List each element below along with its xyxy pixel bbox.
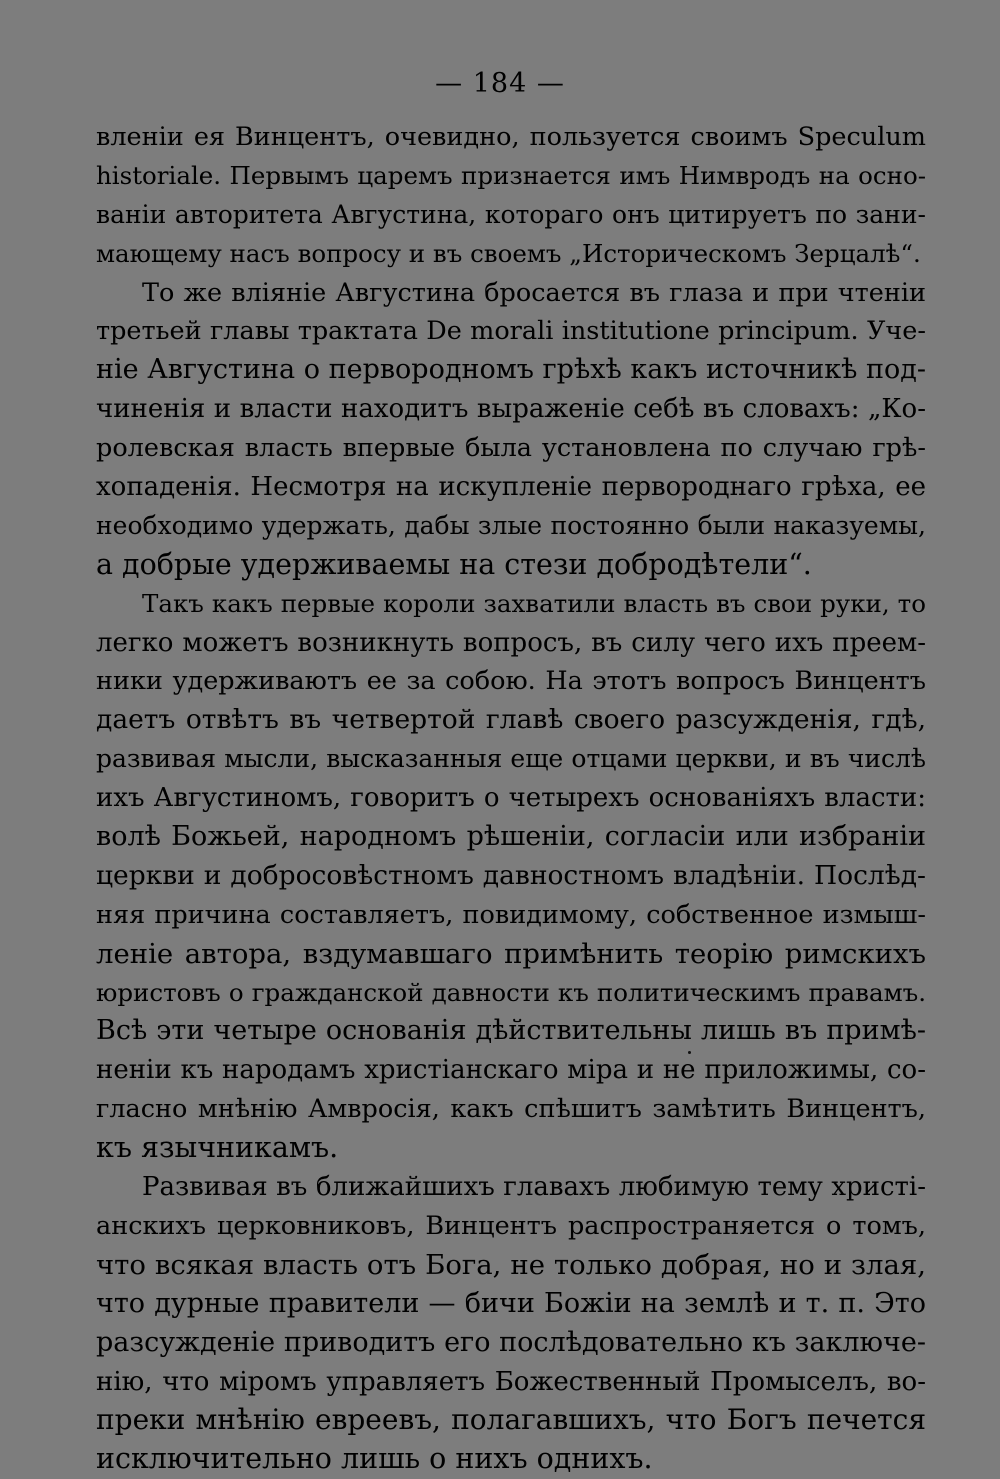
text-line: вленіи ея Винцентъ, очевидно, пользуется своимъ Speculum <box>96 122 926 152</box>
text-line: Всѣ эти четыре основанія дѣйствительны лишь въ примѣ- <box>96 1015 926 1047</box>
text-line: хопаденія. Несмотря на искупленіе первороднаго грѣха, ее <box>96 472 926 503</box>
text-line: Такъ какъ первые короли захватили власть въ свои руки, то <box>142 588 926 618</box>
paragraph <box>96 274 926 585</box>
text-line: развивая мысли, высказанныя еще отцами церкви, и въ числѣ <box>96 744 926 774</box>
text-line: волѣ Божьей, народномъ рѣшеніи, согласіи или избраніи <box>96 821 926 853</box>
text-line: что всякая власть отъ Бога, не только добрая, но и злая, <box>96 1248 926 1281</box>
text-line: historiale. Первымъ царемъ признается имъ Нимвродъ на осно- <box>96 160 926 190</box>
text-line: ихъ Августиномъ, говоритъ о четырехъ основаніяхъ власти: <box>96 783 926 814</box>
paragraph <box>96 118 926 274</box>
text-line: легко можетъ возникнуть вопросъ, въ силу чего ихъ преем- <box>96 627 926 658</box>
text-line: къ язычникамъ. <box>96 1131 339 1165</box>
text-line: даетъ отвѣтъ въ четвертой главѣ своего разсужденія, гдѣ, <box>96 704 926 736</box>
text-line: разсужденіе приводитъ его послѣдовательно къ заключе- <box>96 1326 926 1358</box>
text-line: юристовъ о гражданской давности къ политическимъ правамъ. <box>96 977 926 1007</box>
text-line: То же вліяніе Августина бросается въ глаза и при чтеніи <box>142 277 926 308</box>
text-line: няя причина составляетъ, повидимому, собственное измыш- <box>96 899 926 930</box>
text-line: леніе автора, вздумавшаго примѣнить теорію римскихъ <box>96 937 926 970</box>
paragraph <box>96 1168 926 1479</box>
text-line: третьей главы трактата De morali institutione principum. Уче- <box>96 316 926 347</box>
text-line: анскихъ церковниковъ, Винцентъ распространяется о томъ, <box>96 1210 926 1241</box>
paragraph <box>96 585 926 1168</box>
text-line: мающему насъ вопросу и въ своемъ „Историческомъ Зерцалѣ“. <box>96 238 921 268</box>
text-line: Развивая въ ближайшихъ главахъ любимую тему христі- <box>142 1172 926 1203</box>
text-line: церкви и добросовѣстномъ давностномъ владѣніи. Послѣд- <box>96 859 926 891</box>
text-line: ники удерживаютъ ее за собою. На этотъ вопросъ Винцентъ <box>96 666 926 697</box>
text-line: гласно мнѣнію Амвросія, какъ спѣшитъ замѣтить Винцентъ, <box>96 1094 926 1125</box>
text-line: а добрые удерживаемы на стези добродѣтели“. <box>96 547 812 581</box>
text-line: ніе Августина о первородномъ грѣхѣ какъ источникѣ под- <box>96 354 926 386</box>
text-line: ваніи авторитета Августина, котораго онъ цитируетъ по зани- <box>96 199 926 229</box>
text-line: чиненія и власти находитъ выраженіе себѣ въ словахъ: „Ко- <box>96 394 926 425</box>
page-number: — 184 — <box>435 68 565 99</box>
text-line: исключительно лишь о нихъ однихъ. <box>96 1442 653 1476</box>
text-line: что дурные правители — бичи Божіи на землѣ и т. п. Это <box>96 1287 926 1319</box>
text-line: нію, что міромъ управляетъ Божественный Промыселъ, во- <box>96 1366 926 1397</box>
text-line: ролевская власть впервые была установлена по случаю грѣ- <box>96 433 926 464</box>
body-text <box>96 118 926 1479</box>
text-line: необходимо удержать, дабы злые постоянно были наказуемы, <box>96 510 926 540</box>
text-line: преки мнѣнію евреевъ, полагавшихъ, что Богъ печется <box>96 1403 926 1437</box>
text-line: неніи къ народамъ христіанскаго міра и не приложимы, со- <box>96 1055 926 1086</box>
print-speck <box>688 1051 691 1054</box>
